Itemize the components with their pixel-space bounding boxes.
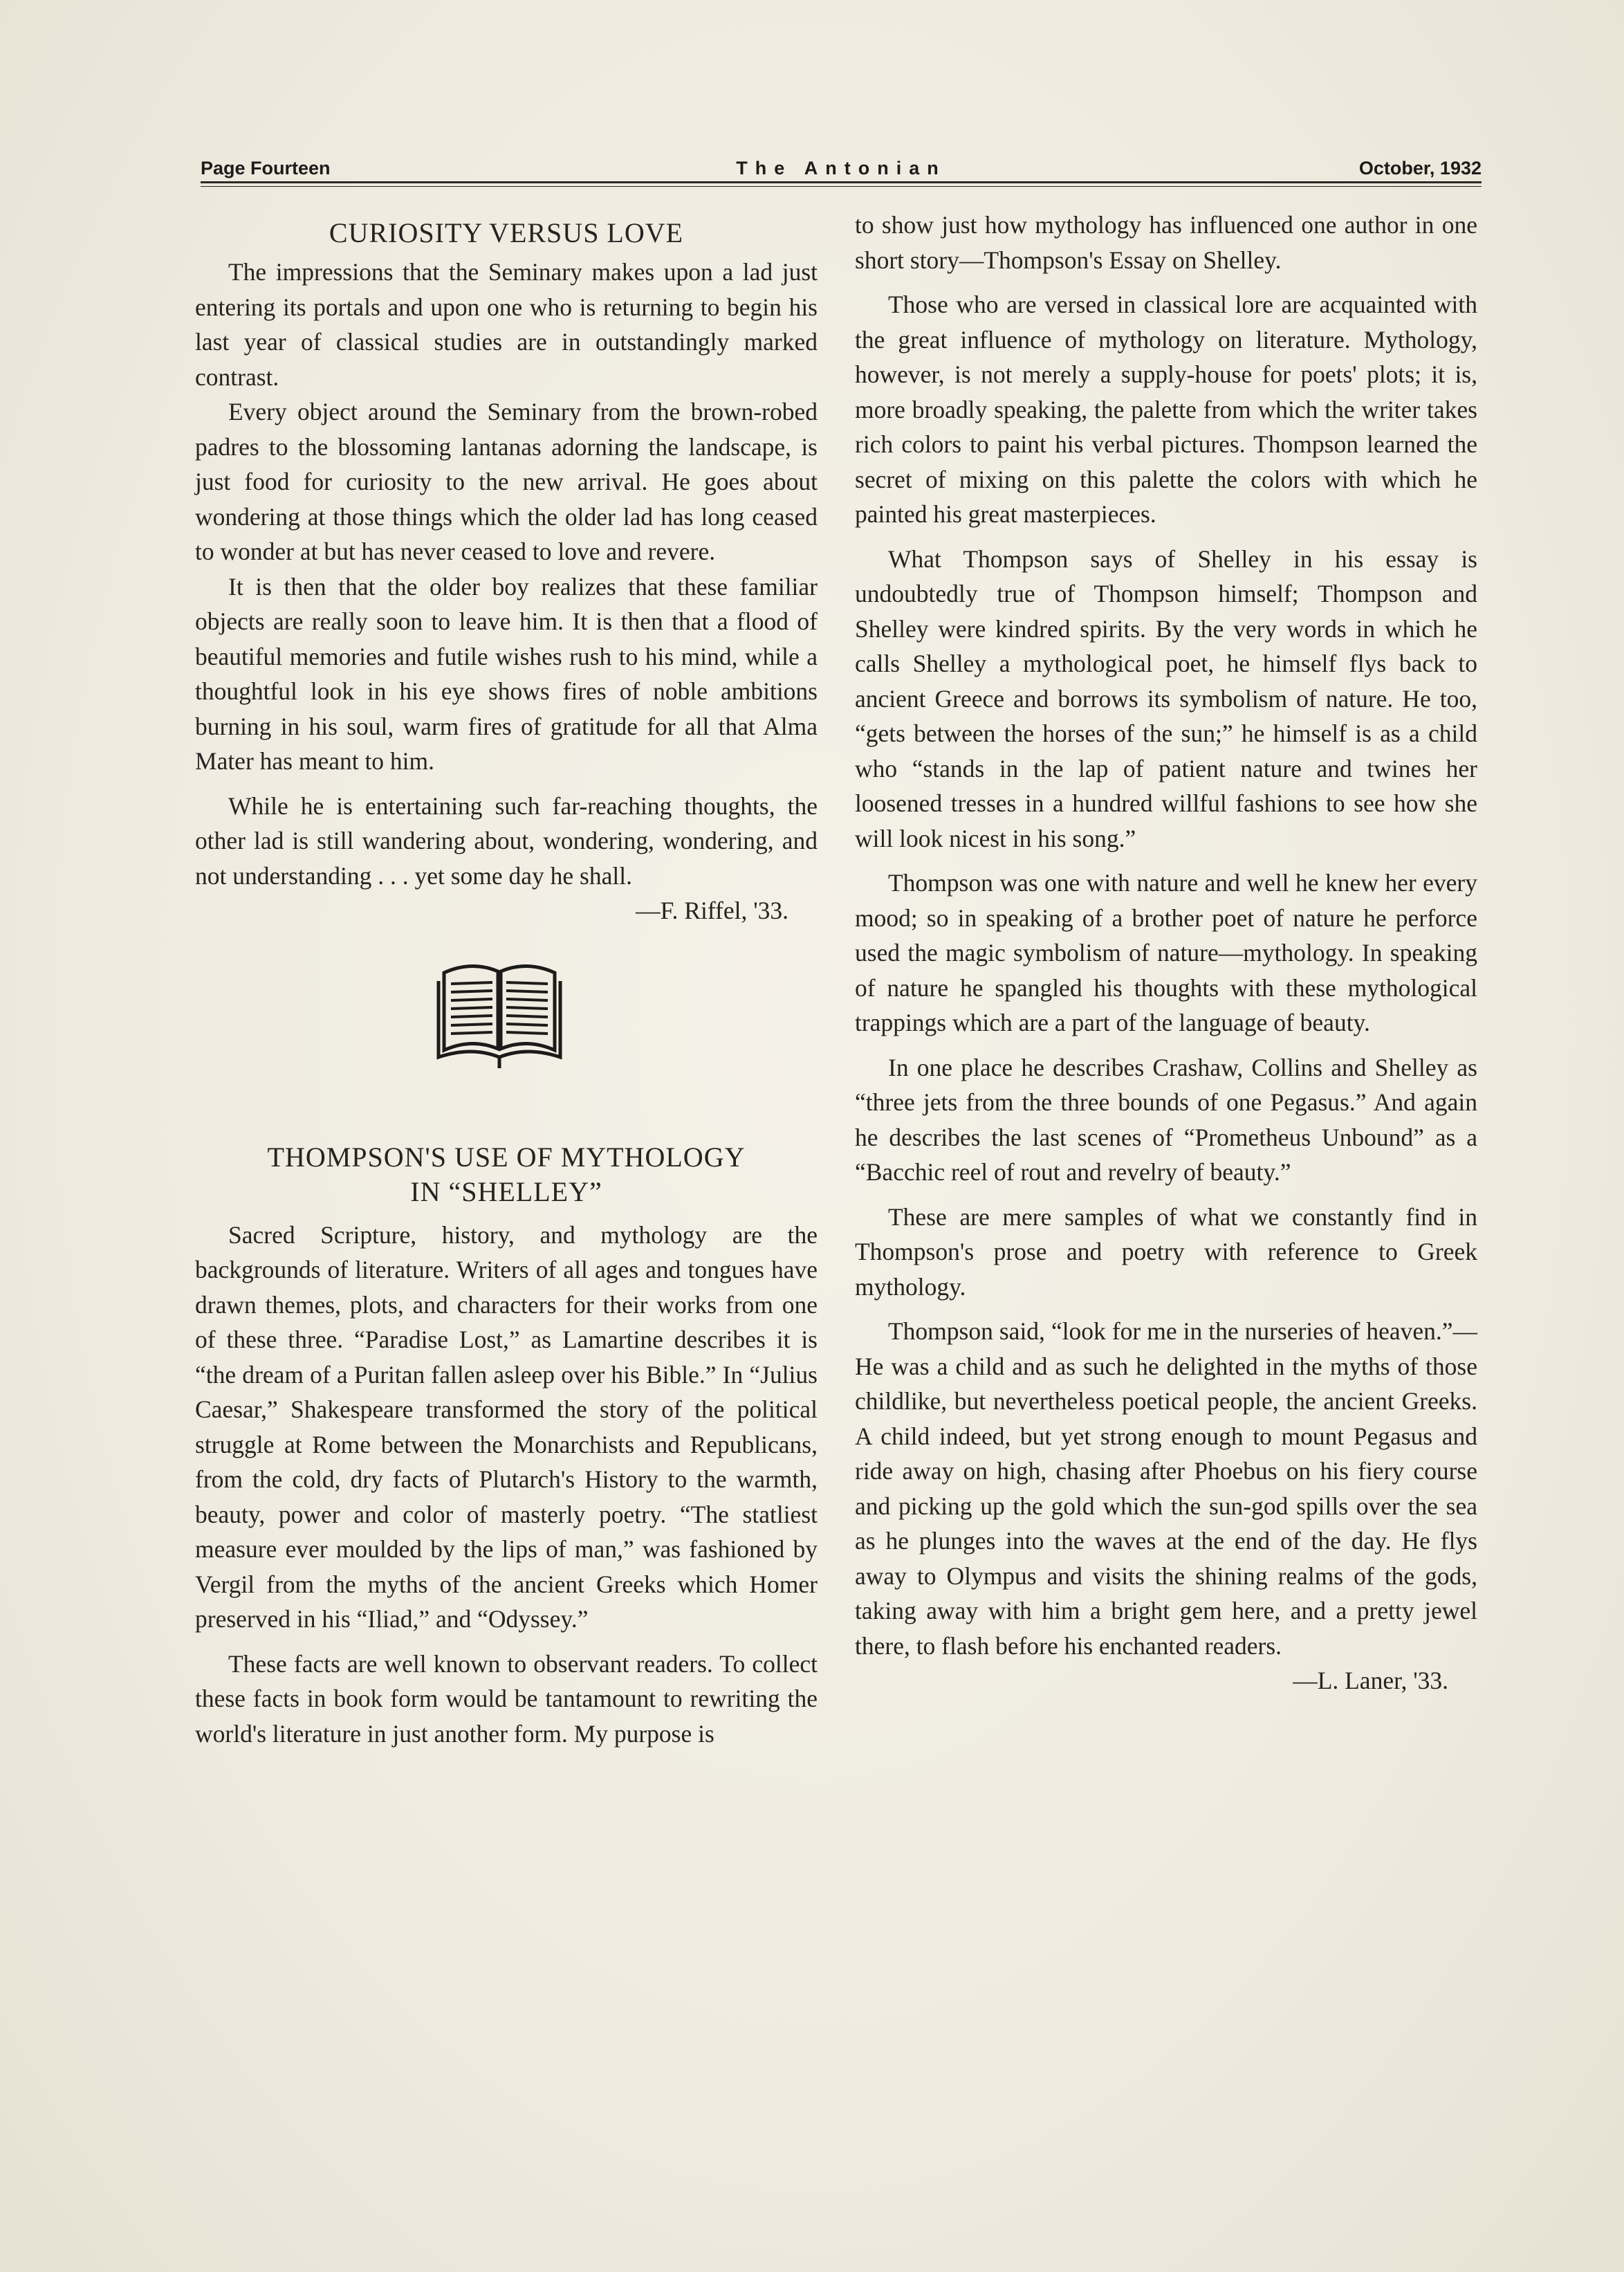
- article1-signature: —F. Riffel, '33.: [636, 897, 788, 924]
- ornament-area: [195, 928, 818, 1129]
- header-rule-thin: [201, 186, 1482, 187]
- article-title-line1: THOMPSON'S USE OF MYTHOLOGY: [267, 1141, 746, 1173]
- article2-paragraph: Thompson was one with nature and well he knew her every mood; so in speaking of a brother poet of nature he perforce used the magic symbolism of nature—mythology. In speaking of nature he spangled his thoughts with these mythological trappings which are a part of the language of beauty.: [855, 869, 1477, 1036]
- article1-paragraph: Every object around the Seminary from the brown-robed padres to the blossoming lantanas adorning the landscape, is just food for curiosity to the new arrival. He goes about wondering at those things which the older lad has long ceased to wonder at but has never ceased to love and revere.: [195, 398, 818, 565]
- article2-paragraph: Those who are versed in classical lore are acquainted with the great influence of mythology on literature. Mythology, however, is not merely a supply-house for poets' plots; it is, more broadly speaking, the palette from which the writer takes rich colors to paint his verbal pictures. Thompson learned the secret of mixing on this palette the colors with which he painted his great masterpieces.: [855, 291, 1477, 528]
- article-title-thompson: [195, 1140, 818, 1209]
- article1-paragraph: While he is entertaining such far-reaching thoughts, the other lad is still wandering about, wondering, wondering, and not understanding . . . yet some day he shall.: [195, 791, 818, 890]
- article1-paragraph: The impressions that the Seminary makes upon a lad just entering its portals and upon one who is returning to begin his last year of classical studies are in outstandingly marked contrast.: [195, 258, 818, 391]
- page-number-label: Page Fourteen: [201, 158, 331, 178]
- article1-paragraph: It is then that the older boy realizes that these familiar objects are really soon to leave him. It is then that a flood of beautiful memories and futile wishes rush to his mind, while a thoughtful look in his eye shows fires of noble ambitions burning in his soul, warm fires of gratitude for all that Alma Mater has meant to him.: [195, 572, 818, 775]
- publication-title: The Antonian: [736, 158, 946, 178]
- article2-paragraph: Thompson said, “look for me in the nurseries of heaven.”—He was a child and as such he delighted in the myths of those childlike, but nevertheless poetical people, the ancient Greeks. A child indeed, but yet strong enough to mount Pegasus and ride away on high, chasing after Phoebus on his fiery course and picking up the gold which the sun-god spills over the sea as he plunges into the waves at the end of the day. He flys away to Olympus and visits the shining realms of the gods, taking away with him a bright gem here, and a pretty jewel there, to flash before his enchanted readers.: [855, 1317, 1477, 1660]
- article2-paragraph: These are mere samples of what we constantly find in Thompson's prose and poetry with reference to Greek mythology.: [855, 1202, 1477, 1301]
- issue-date: October, 1932: [1358, 158, 1482, 178]
- left-column: [195, 208, 818, 1751]
- article2-paragraph: These facts are well known to observant readers. To collect these facts in book form would be tantamount to rewriting the world's literature in just another form. My purpose is: [195, 1649, 818, 1748]
- page-header: [201, 154, 1482, 181]
- article-title-line2: IN “SHELLEY”: [410, 1175, 602, 1207]
- header-rule-thick: [201, 181, 1482, 183]
- article2-continuation: to show just how mythology has influenced one author in one short story—Thompson's Essay on Shelley.: [855, 211, 1477, 274]
- article2-paragraph: Sacred Scripture, history, and mythology are the backgrounds of literature. Writers of all ages and tongues have drawn themes, plots, and characters for their works from one of these three. “Paradise Lost,” as Lamartine describes it is “the dream of a Puritan fallen asleep over his Bible.” In “Julius Caesar,” Shakespeare transformed the story of the political struggle at Rome between the Monarchists and Republicans, from the cold, dry facts of Plutarch's History to the warmth, beauty, power and color of masterly poetry. “The statliest measure ever moulded by the lips of man,” was fashioned by Vergil from the myths of the ancient Greeks which Homer preserved in his “Iliad,” and “Odyssey.”: [195, 1220, 818, 1633]
- right-column: [855, 208, 1477, 1698]
- article-title-curiosity: CURIOSITY VERSUS LOVE: [329, 217, 684, 248]
- article2-signature: —L. Laner, '33.: [1293, 1667, 1448, 1694]
- article2-paragraph: In one place he describes Crashaw, Collins and Shelley as “three jets from the three bounds of one Pegasus.” And again he describes the last scenes of “Prometheus Unbound” as a “Bacchic reel of rout and revelry of beauty.”: [855, 1053, 1477, 1186]
- open-book-icon: [430, 952, 569, 1070]
- article2-paragraph: What Thompson says of Shelley in his essay is undoubtedly true of Thompson himself; Thompson and Shelley were kindred spirits. By the very words in which he calls Shelley a mythological poet, he himself flys back to ancient Greece and borrows its symbolism of nature. He too, “gets between the horses of the sun;” he himself is as a child who “stands in the lap of patient nature and twines her loosened tresses in a hundred willful fashions to see how she will look nicest in his song.”: [855, 544, 1477, 852]
